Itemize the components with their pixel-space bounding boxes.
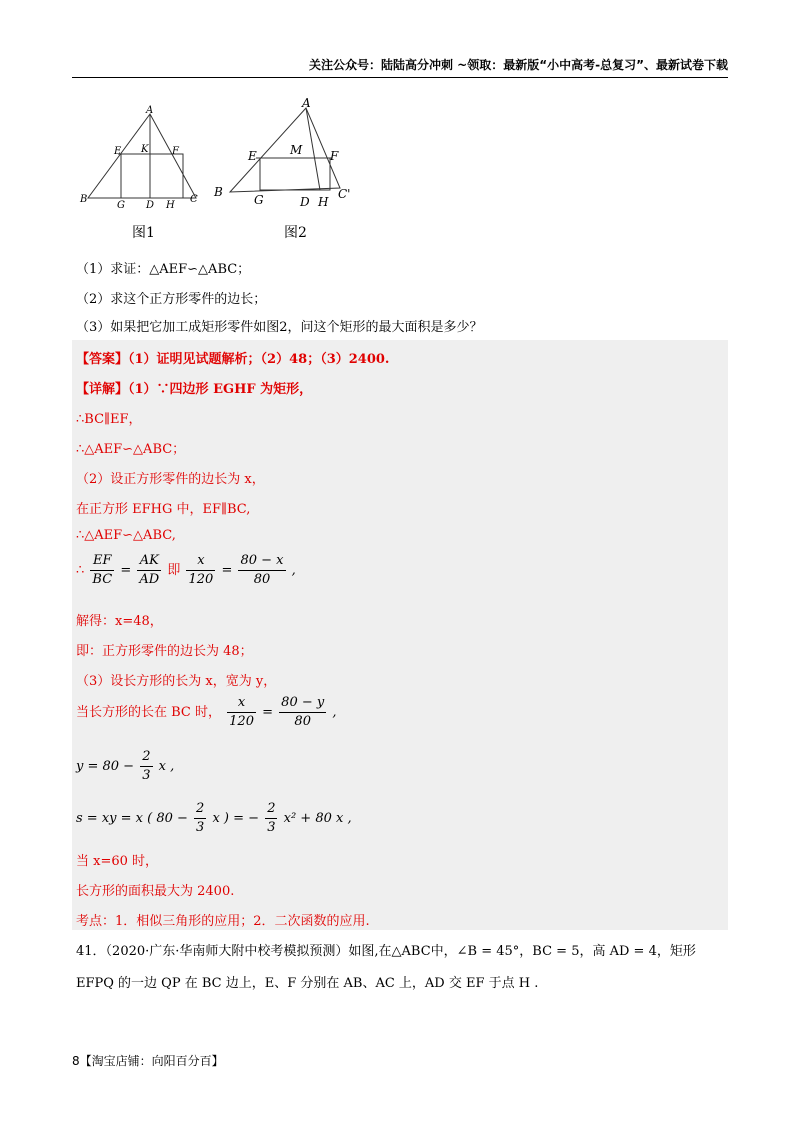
detail-line-4: （2）设正方形零件的边长为 x， — [76, 472, 265, 487]
fig2-label-b: B — [214, 185, 223, 199]
answer-line — [76, 348, 389, 367]
detail-line-10: （3）设长方形的长为 x，宽为 y， — [76, 674, 277, 689]
fraction-80-y-80: $\frac{80 - y}{80}$ — [281, 695, 325, 729]
fig1-label-h: H — [166, 200, 175, 211]
detail-line-8: 解得：x=48， — [76, 614, 163, 629]
equals-sign-2: = — [221, 563, 233, 578]
comma: , — [291, 563, 296, 578]
fig2-label-g: G — [254, 193, 264, 207]
page-footer: 8【淘宝店铺：向阳百分百】 — [72, 1054, 224, 1068]
problem-41-line-1: 41．（2020·广东·华南师大附中校考模拟预测）如图,在△ABC中，∠B = 45°，BC = 5，高 AD = 4，矩形 — [76, 944, 696, 959]
fraction-2-3-c: $\frac{2}{3}$ — [267, 801, 276, 835]
fig2-label-f: F — [330, 149, 339, 163]
answer-label: 【答案】 — [76, 352, 129, 367]
fig1-label-g: G — [117, 200, 125, 211]
detail-line-1 — [76, 378, 312, 397]
question-1: （1）求证：△AEF∽△ABC； — [76, 262, 251, 277]
detail-line-14: 当 x=60 时， — [76, 854, 159, 869]
detail-line-16: 考点：1．相似三角形的应用；2．二次函数的应用. — [76, 914, 370, 929]
fig1-label-b: B — [80, 194, 88, 205]
fig1-label-k: K — [141, 144, 149, 155]
detail-line-9: 即：正方形零件的边长为 48； — [76, 644, 253, 659]
detail-label: 【详解】 — [76, 382, 129, 397]
fig1-label-e: E — [114, 146, 122, 157]
ji-text: 即 — [167, 563, 181, 578]
detail-line-6: ∴△AEF∽△ABC, — [76, 528, 176, 543]
figure-2-caption: 图2 — [284, 225, 307, 241]
question-3: （3）如果把它加工成矩形零件如图2，问这个矩形的最大面积是多少？ — [76, 320, 483, 335]
detail-line-15: 长方形的面积最大为 2400. — [76, 884, 235, 899]
detail-line-12-equation: y = 80 − $\frac{2}{3}$ x , — [76, 749, 175, 783]
fraction-80-x-80: $\frac{80 - x}{80}$ — [240, 553, 284, 587]
detail-line-5: 在正方形 EFHG 中，EF∥BC, — [76, 502, 251, 517]
figure-1-caption: 图1 — [132, 225, 155, 241]
detail-text-1: （1）∵四边形 EGHF 为矩形， — [128, 382, 313, 397]
condition-text: 当长方形的长在 BC 时， — [76, 705, 222, 720]
figure-2 — [210, 96, 360, 218]
fig1-label-d: D — [146, 200, 155, 211]
answer-panel — [72, 340, 728, 930]
fig2-label-d: D — [300, 195, 310, 209]
detail-line-7-equation — [76, 552, 296, 589]
figure-2-drawing — [210, 96, 360, 214]
fig1-label-a: A — [146, 105, 154, 116]
page-header: 关注公众号：陆陆高分冲刺 ~领取：最新版“小中高考-总复习”、最新试卷下载 — [72, 56, 728, 78]
fraction-ak-ad: $\frac{AK}{AD}$ — [139, 553, 160, 587]
therefore-symbol: ∴ — [76, 563, 85, 578]
fig2-label-a: A — [302, 96, 311, 110]
detail-line-13-equation: s = xy = x ( 80 − $\frac{2}{3}$ x ) = − $\frac{2}{3}$ x² + 80 x , — [76, 801, 352, 835]
comma-2: , — [332, 705, 337, 720]
fraction-x-120: $\frac{x}{120}$ — [188, 553, 214, 587]
fig1-label-f: F — [172, 146, 179, 157]
fig2-label-e: E — [248, 149, 257, 163]
figure-1 — [78, 104, 208, 218]
equals-sign-3: = — [262, 705, 274, 720]
fig2-label-h: H — [318, 195, 329, 209]
fraction-2-3: $\frac{2}{3}$ — [142, 749, 151, 783]
fig2-label-c: C' — [338, 187, 351, 201]
detail-line-11-equation — [76, 694, 337, 731]
problem-41-line-2: EFPQ 的一边 QP 在 BC 边上，E、F 分别在 AB、AC 上，AD 交 EF 于点 H . — [76, 976, 539, 991]
question-2: （2）求这个正方形零件的边长； — [76, 292, 267, 307]
fig1-label-c: C — [190, 194, 198, 205]
equals-sign: = — [120, 563, 132, 578]
detail-line-3: ∴△AEF∽△ABC； — [76, 442, 186, 457]
detail-line-2: ∴BC∥EF， — [76, 412, 142, 427]
fig2-label-m: M — [290, 143, 303, 157]
figure-1-drawing — [78, 104, 208, 214]
fraction-ef-bc: $\frac{EF}{BC}$ — [92, 553, 113, 587]
fraction-x-120-b: $\frac{x}{120}$ — [229, 695, 254, 729]
fraction-2-3-b: $\frac{2}{3}$ — [196, 801, 205, 835]
answer-text: （1）证明见试题解析；（2）48；（3）2400. — [128, 352, 390, 367]
